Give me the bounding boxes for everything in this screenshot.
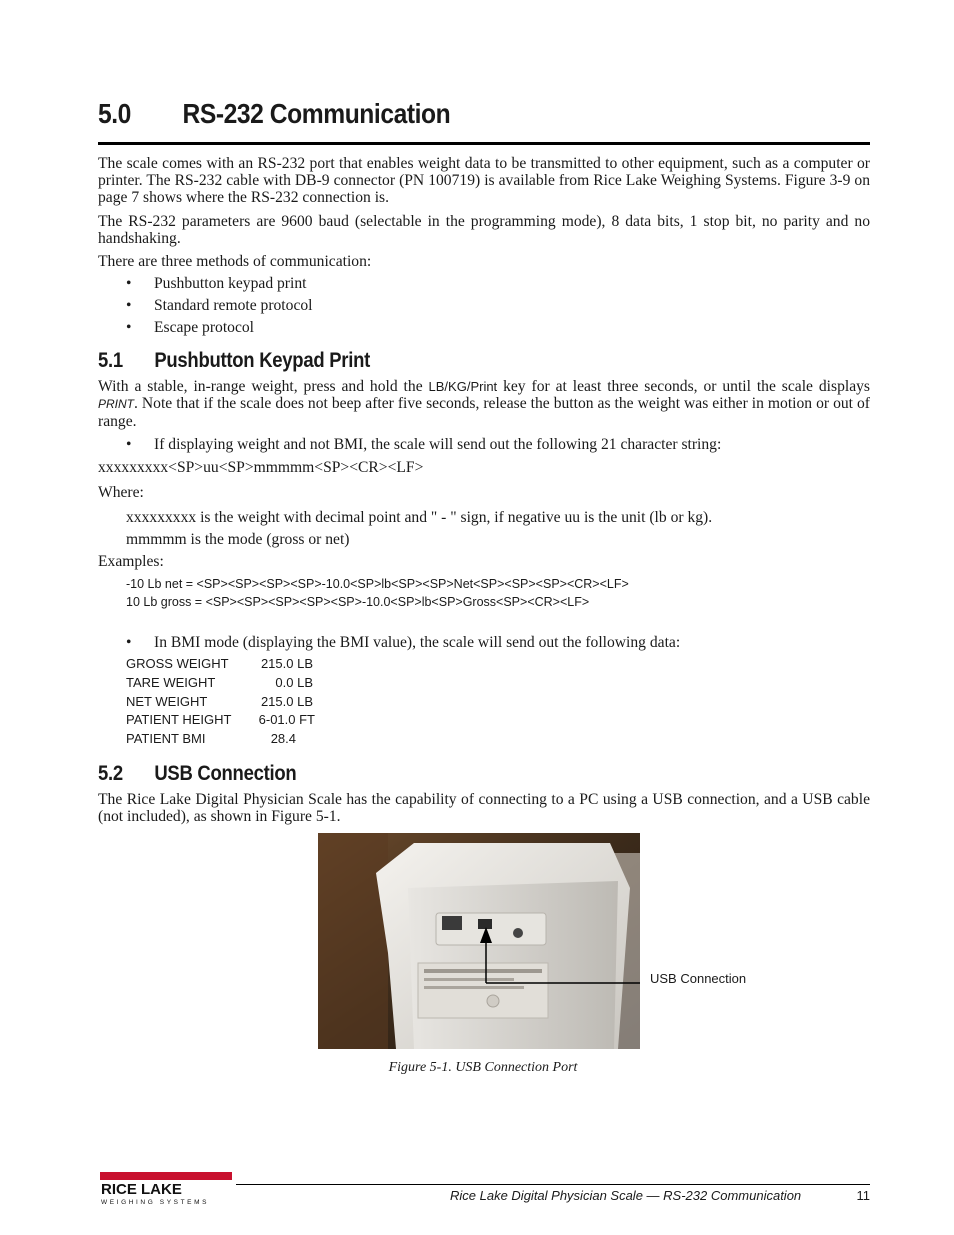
list-item: • Pushbutton keypad print [126,275,307,292]
usb-callout-label: USB Connection [650,971,747,986]
where-line-2: mmmmm is the mode (gross or net) [126,531,350,548]
section-title: RS-232 Communication [182,98,451,129]
footer-rule [236,1184,870,1185]
svg-text:WEIGHING SYSTEMS: WEIGHING SYSTEMS [101,1199,210,1206]
example-line-1: -10 Lb net = <SP><SP><SP><SP>-10.0<SP>lb<SP><SP>Net<SP><SP><SP><CR><LF> [126,577,629,591]
section-heading [98,98,777,130]
scale-photo-illustration [318,833,640,1049]
bmi-row: PATIENT HEIGHT 6-01.0 FT [126,712,315,727]
intro-paragraph-1: The scale comes with an RS-232 port that enables weight data to be transmitted to other equipment, such as a computer or printer. The RS-232 cable with DB-9 connector (PN 100719) is available from Rice Lake Weighing Systems. Figure 3-9 on page 7 shows where the RS-232 connection is. [98,155,870,206]
page-number: 11 [856,1188,870,1203]
subsection-heading-5-2: 5.2 USB Connection [98,762,297,785]
bmi-row: TARE WEIGHT 0.0 LB [126,675,313,690]
bmi-row: NET WEIGHT 215.0 LB [126,694,313,709]
list-item: • If displaying weight and not BMI, the scale will send out the following 21 character string: [126,436,722,453]
usb-paragraph: The Rice Lake Digital Physician Scale has the capability of connecting to a PC using a USB connection, and a USB cable (not included), as shown in Figure 5-1. [98,791,870,825]
list-item: • In BMI mode (displaying the BMI value), the scale will send out the following data: [126,634,681,651]
bmi-row: PATIENT BMI 28.4 [126,731,296,746]
intro-paragraph-2: The RS-232 parameters are 9600 baud (selectable in the programming mode), 8 data bits, 1 stop bit, no parity and no handshaking. [98,213,870,247]
subsection-heading-5-1: 5.1 Pushbutton Keypad Print [98,349,371,372]
figure-caption: Figure 5-1. USB Connection Port [388,1060,578,1075]
rice-lake-logo [100,1172,234,1206]
heading-rule [98,142,870,145]
section-number: 5.0 [98,98,131,129]
intro-paragraph-3: There are three methods of communication: [98,253,372,270]
svg-text:RICE LAKE: RICE LAKE [101,1181,182,1198]
key-label: LB/KG/Print [428,379,498,394]
where-label: Where: [98,484,144,501]
examples-label: Examples: [98,553,164,570]
where-line-1: xxxxxxxxx is the weight with decimal point and " - " sign, if negative uu is the unit (lb or kg). [126,509,713,526]
keypad-print-paragraph: With a stable, in-range weight, press and hold the LB/KG/Print key for at least three seconds, or until the scale displays PRINT. Note that if the scale does not beep after five seconds, release the button as the weight was either in motion or out of range. [98,378,870,430]
usb-port-photo [318,833,640,1049]
list-item: • Escape protocol [126,319,255,336]
example-line-2: 10 Lb gross = <SP><SP><SP><SP><SP>-10.0<SP>lb<SP>Gross<SP><CR><LF> [126,595,590,609]
footer-title: Rice Lake Digital Physician Scale — RS-232 Communication [450,1188,802,1203]
list-item: • Standard remote protocol [126,297,313,314]
format-string: xxxxxxxxx<SP>uu<SP>mmmmm<SP><CR><LF> [98,459,424,476]
bmi-row: GROSS WEIGHT 215.0 LB [126,656,313,671]
display-text: PRINT [98,397,134,411]
